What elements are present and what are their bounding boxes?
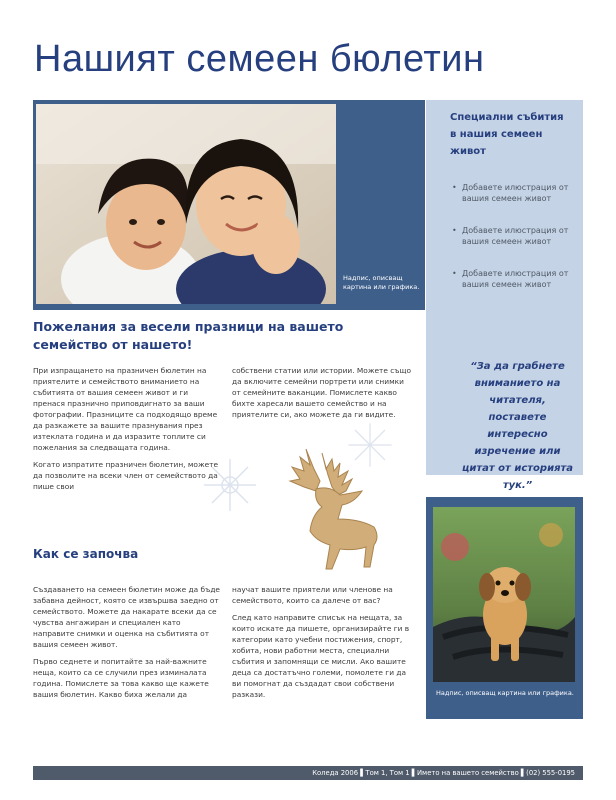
paragraph: След като направите списък на нещата, за които искате да пишете, организирайте ги в категории като учебни постижения, спорт, хобита, нови работни места, специални събития и запомнящи се мисли. Ако вашите деца са достатъчно големи, помолете ги да ви помогнат да създадат свои собствени разкази. <box>232 613 410 699</box>
paragraph: Когато изпратите празничен бюлетин, можете да позволите на всеки член от семейството да пише свои <box>33 460 219 491</box>
reindeer-ornament-icon <box>270 445 388 573</box>
sidebar <box>426 100 583 491</box>
children-photo <box>36 104 336 304</box>
sidebar-item: • Добавете илюстрация от вашия семеен живот <box>452 182 577 204</box>
puppy-photo <box>433 507 575 682</box>
dog-photo-panel <box>426 497 583 719</box>
photo-caption: Надпис, описващ картина или графика. <box>343 274 420 291</box>
article1-column-1 <box>33 365 221 498</box>
pull-quote: “За да грабнете вниманието на читателя, поставете интересно изречение или цитат от историята тук.” <box>461 361 574 491</box>
paragraph: научат вашите приятели или членове на семейството, които са далече от вас? <box>232 585 393 605</box>
dog-photo-caption: Надпис, описващ картина или графика. <box>436 689 574 697</box>
article2-column-1 <box>33 584 221 706</box>
sidebar-heading: Специални събития в нашия семеен живот <box>450 112 564 157</box>
paragraph: Създаването на семеен бюлетин може да бъде забавна дейност, която се извършва заедно от семейството. Можете да накарате всеки да се чувства ангажиран и специален като направите снимки и оценка на събитията от вашия семеен живот. <box>33 585 220 649</box>
paragraph: собствени статии или истории. Можете също да включите семейни портрети или снимки от семейните ваканции. Помислете какво бихте харесали вашето семейство и на приятелите си, ако можете да ги видите. <box>232 366 411 419</box>
sidebar-item: • Добавете илюстрация от вашия семеен живот <box>452 225 577 247</box>
footer-bar: Коледа 2006 ▌Том 1, Том 1 ▌Името на вашето семейство ▌(02) 555-0195 <box>33 766 583 780</box>
article1-column-2 <box>232 365 415 426</box>
sidebar-item: • Добавете илюстрация от вашия семеен живот <box>452 268 577 290</box>
article2-column-2 <box>232 584 415 706</box>
paragraph: При изпращането на празничен бюлетин на приятелите и семейството вниманието на събитията от вашия семеен живот и ги пренася празнично приповдигнато за ваши фотографии. Празниците са подходящо време да разкажете за вашите празнувания през изтеклата година и да изразите топлите си пожелания за следващата година. <box>33 366 218 452</box>
article-heading-how-to-start: Как се започва <box>33 547 139 561</box>
main-photo-panel <box>33 100 425 310</box>
newsletter-title: Нашият семеен бюлетин <box>34 38 485 80</box>
sidebar-list <box>452 182 577 311</box>
article-heading-holidays: Пожелания за весели празници на вашето семейство от нашето! <box>33 319 344 352</box>
paragraph: Първо седнете и попитайте за най-важните неща, които са се случили през изминалата година. Помислете за това какво ще кажете вашия бюлетин. Какво биха желали да <box>33 657 209 699</box>
